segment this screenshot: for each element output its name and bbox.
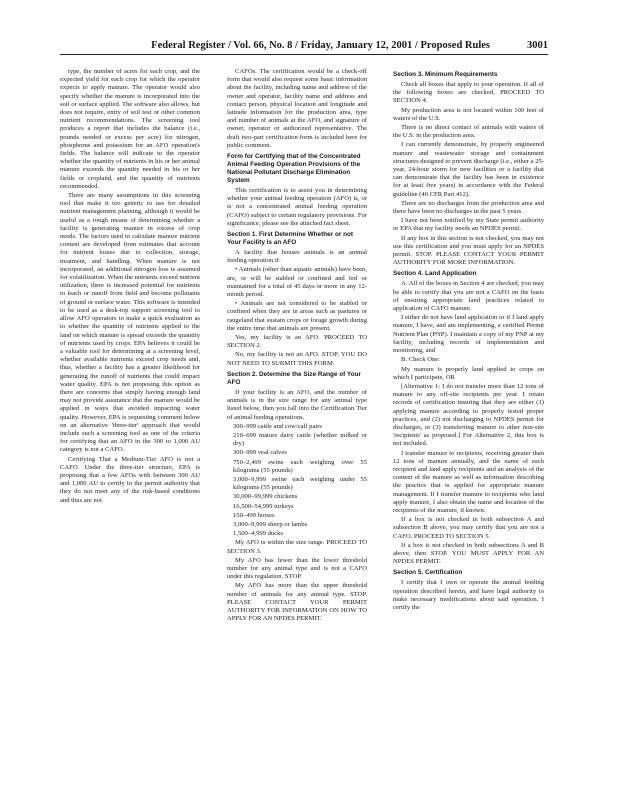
text-column-1 (60, 68, 200, 768)
list-item: 3,000–9,999 swine each weighing under 55 kilograms (55 pounds) (233, 475, 367, 492)
paragraph: Check all boxes that apply to your operation. If all of the following boxes are checked, PROCEED TO SECTION 4. (393, 81, 544, 105)
running-header (60, 40, 548, 55)
list-item: 210–699 mature dairy cattle (whether milked or dry) (233, 431, 367, 448)
paragraph: • Animals (other than aquatic animals) have been, are, or will be stabled or confined and fed or maintained for a total of 45 days or more in any 12-month period. (227, 266, 367, 299)
paragraph: There are many assumptions in this screening tool that make it too generic to use for detailed nutrient management planning, although it would be useful as a rough means of determining whether a facility is generating manure in excess of crop needs. The factors used to calculate manure nutrient content are developed from estimates that account for nutrient losses due to collection, storage, treatment, and handling. When manure is not incorporated, an additional nitrogen loss is assumed for volatilization. When the nutrients exceed nutrient utilization, there is increased potential for nutrients to leach or runoff from field and become pollutants of ground or surface water. This software is intended to be used as a desk-top support screening tool to allow AFO operators to make a quick evaluation as to whether the quantity of nutrients applied to the land on which manure is spread exceeds the quantity of nutrients used by crops. EPA believes it could be a valuable tool for determining at a screening level, whether available nutrients exceed crop needs and, thus, whether a facility has a greater likelihood for generating the runoff of nutrients that could impact water quality. EPA is not proposing this option as there are concerns that simply having enough land may not provide assurance that the manure would be applied in ways that avoided impacting water quality. However, EPA is requesting comment below on an alternative 'three-tier' approach that would include such a screening tool as one of the criteria for certifying that an AFO in the 300 to 1,000 AU category is not a CAFO. (60, 192, 200, 454)
list-item: 30,000–99,999 chickens (233, 493, 298, 501)
paragraph: If any box in this section is not checked, you may not use this certification and you must apply for an NPDES permit. STOP. PLEASE CONTACT YOUR PERMIT AUTHORITY FOR MORE INFORMATION. (393, 234, 544, 267)
section-heading: Section 3. Minimum Requirements (393, 71, 498, 78)
paragraph: I can currently demonstrate, by properly engineered manure and wastewater storage and containment structures designed to prevent discharge (i.e., either a 25-year, 24-hour storm for new facilities or a facility that can demonstrate that the facility has been in existence for at least five years) in accordance with the Federal guideline (40 CFR Part 412). (393, 141, 544, 198)
paragraph: If a box is not checked in both subsections A and B above, then STOP. YOU MUST APPLY FOR AN NPDES PERMIT. (393, 541, 544, 566)
paragraph: A. All of the boxes in Section 4 are checked, you may be able to certify that you are not a CAFO on the basis of ensuring appropriate land practices related to application of CAFO manure. (393, 280, 544, 313)
paragraph: My production area is not located within 100 feet of waters of the U.S. (393, 106, 544, 122)
list-item: 150–499 horses (233, 511, 275, 519)
paragraph: A facility that houses animals is an animal feeding operation if: (227, 249, 367, 265)
paragraph: CAFOs. The certification would be a check-off form that would also request some basic information about the facility, including name and address of the owner and operator, facility name and address and contact person, physical location and longitude and latitude information for the production area, type and number of animals at the AFO, and signature of owner, operator or authorized representative. The draft two-part certification form is included here for public comment. (227, 68, 367, 149)
paragraph: • Animals are not considered to be stabled or confined when they are in areas such as pastures or rangeland that sustain crops or forage growth during the entire time that animals are present. (227, 300, 367, 332)
paragraph: I either do not have land application or if I land apply manure, I have, and am implementing, a certified Permit Nutrient Plan (PNP). I maintain a copy of my PNP at my facility, including records of implementation and monitoring, and (393, 314, 544, 355)
text-column-2 (227, 68, 367, 768)
paragraph: type, the number of acres for each crop, and the expected yield for each crop for which the operator expects to apply manure. The operator would also specify whether the manure is incorporated into the soil or surface applied. The software also allows, but does not require, entry of soil test or other common nutrient recommendations. The screening tool produces a report that includes the balance (i.e., pounds needed or excess per acre) for nitrogen, phosphorus and potassium for an AFO operation's fields. The balance will indicate to the operator whether the quantity of nutrients in his or her animal manure exceeds the quantity needed in his or her fields or cropland, and the quantity of nutrients recommended. (60, 68, 200, 190)
paragraph: My manure is properly land applied to crops on which I participate, OR (393, 365, 544, 381)
list-item: 16,500–54,999 turkeys (233, 502, 294, 510)
section-heading: Form for Certifying that of the Concentrated Animal Feeding Operation Provisions of the National Pollutant Discharge Elimination System (227, 153, 361, 185)
paragraph: My AFO has fewer than the lower threshold number for any animal type and is not a CAFO under this regulation. STOP. (227, 556, 367, 581)
list-item: 3,000–9,999 sheep or lambs (233, 520, 308, 528)
list-item: 750–2,499 swine each weighing over 55 kilograms (55 pounds) (233, 458, 367, 474)
list-item: 300–999 cattle and cow/calf pairs (233, 422, 322, 430)
paragraph: My AFO has more than the upper threshold number of animals for any animal type. STOP. PLEASE CONTACT YOUR PERMIT AUTHORITY FOR INFORMATION ON HOW TO APPLY FOR AN NPDES PERMIT. (227, 582, 367, 623)
header-citation: Federal Register / Vol. 66, No. 8 / Friday, January 12, 2001 / Proposed Rules (151, 40, 490, 51)
paragraph: My AFO is within the size range. PROCEED TO SECTION 3. (227, 539, 367, 555)
paragraph: I have not been notified by my State permit authority or EPA that my facility needs an NPDES permit. (393, 217, 544, 233)
list-item: 1,500–4,999 ducks (233, 530, 284, 538)
paragraph: There is no direct contact of animals with waters of the U.S. in the production area. (393, 124, 544, 140)
page-number: 3001 (527, 40, 548, 51)
paragraph: No, my facility is not an AFO. STOP. YOU DO NOT NEED TO SUBMIT THIS FORM. (227, 351, 367, 367)
section-heading: Section 1. First Determine Whether or not Your Facility is an AFO (227, 231, 354, 247)
section-heading: Section 4. Land Application (393, 270, 477, 278)
paragraph: I certify that I own or operate the animal feeding operation described herein, and have legal authority to make necessary modifications about said operation. I certify the (393, 579, 544, 611)
list-item: 300–999 veal calves (233, 449, 287, 457)
paragraph: This certification is to assist you in determining whether your animal feeding operation (AFO) is, or is not a concentrated animal feeding operation (CAFO) subject to certain regulatory provisions. For significance, please see the attached fact sheet. (227, 187, 367, 227)
section-heading: Section 2. Determine the Size Range of Your AFO (227, 370, 361, 386)
section-heading: Section 5. Certification (393, 569, 463, 577)
paragraph: If your facility is an AFO, and the number of animals is in the size range for any animal type listed below, then you fall into the Certification Tier of animal feeding operations. (227, 388, 367, 421)
paragraph: B. Check One: (401, 356, 441, 364)
text-column-3 (393, 68, 544, 768)
paragraph: Certifying That a Medium-Tier AFO is not a CAFO. Under the three-tier structure, EPA is proposing that a few AFOs with between 300 AU and 1,000 AU to certify to the permit authority that they do not meet any of the risk-based conditions and thus are not (60, 455, 200, 504)
paragraph: [Alternative 1: I do not transfer more than 12 tons of manure to any off-site recipients per year. I retain records of certification insuring that they are either (1) applying manure according to properly tested proper practices, and (2) not discharging to NPDES permit for discharges, or (3) transferring manure to other non-site 'recipients' as proposed.] For Alternative 2, this box is not included. (393, 382, 544, 448)
paragraph: Yes, my facility is an AFO. PROCEED TO SECTION 2. (227, 334, 367, 350)
paragraph: There are no discharges from the production area and there have been no discharges in the past 5 years. (393, 199, 544, 216)
paragraph: If a box is not checked in both subsection A and subsection B above, you may certify that you are not a CAFO. PROCEED TO SECTION 5. (393, 516, 544, 540)
paragraph: I transfer manure to recipients, receiving greater than 12 tons of manure annually, and the name of each recipient and land apply recipients and an analysis of the content of the manure as well as information describing the practice that is applied for appropriate manure management. If I transfer manure to recipients who land apply manure, I also obtain the name and location of the recipients of the manure, if known. (393, 449, 544, 514)
